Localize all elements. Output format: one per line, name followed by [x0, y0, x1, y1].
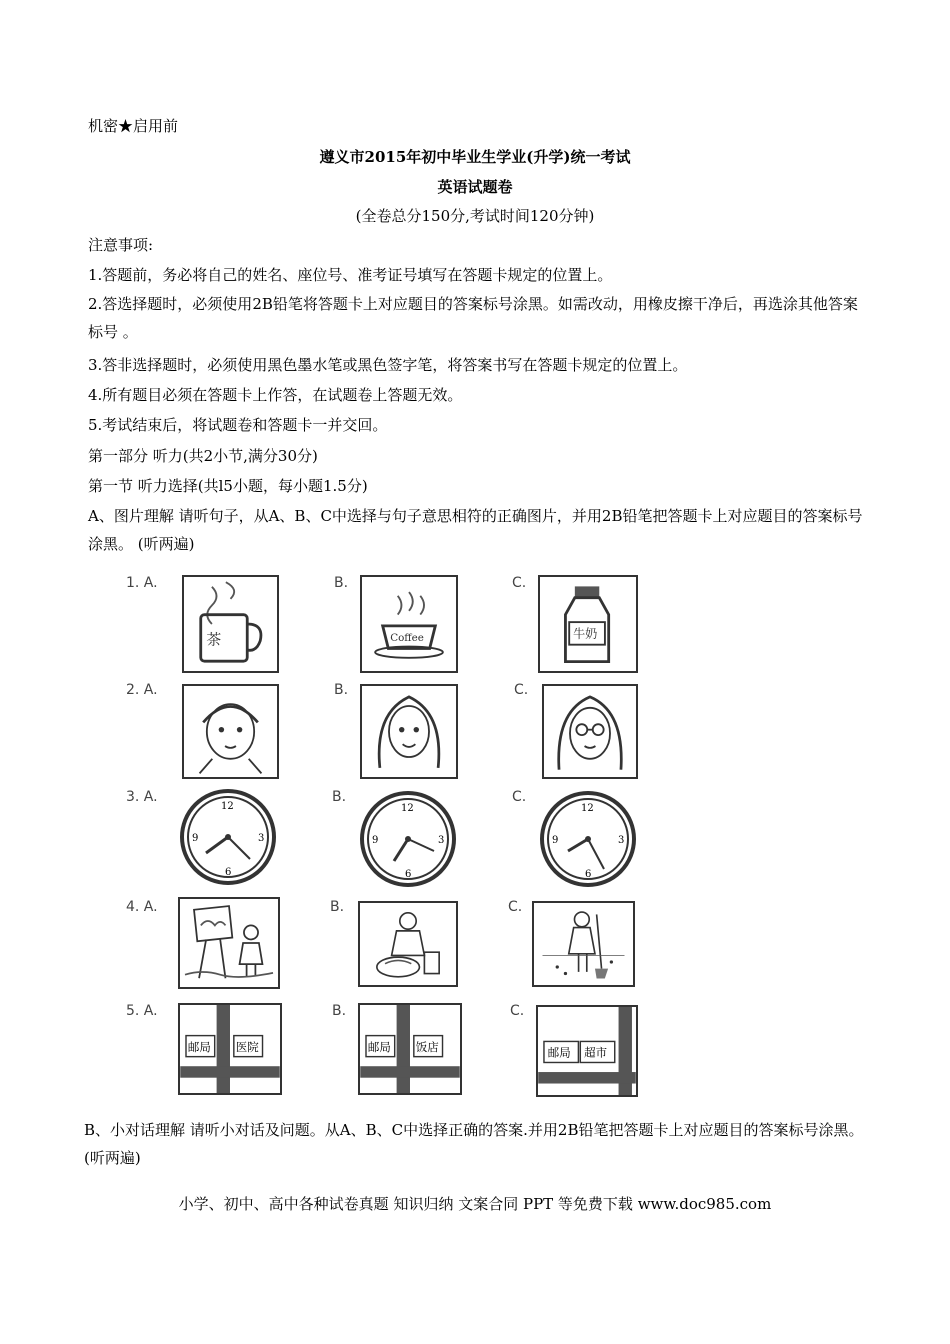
question-number: 2. A.: [126, 682, 158, 698]
note-item: 3.答非选择题时，必须使用黑色墨水笔或黑色签字笔，将答案书写在答题卡规定的位置上。: [88, 356, 688, 374]
option-c-label: C.: [508, 899, 523, 915]
option-b-label: B.: [332, 789, 347, 805]
svg-text:茶: 茶: [206, 630, 222, 649]
question-number: 5. A.: [126, 1003, 158, 1019]
map-post-hospital-icon: [178, 1003, 282, 1095]
tea-cup-icon: [182, 575, 279, 673]
picture-question-grid: [118, 567, 658, 1097]
svg-text:9: 9: [372, 835, 379, 846]
clock-icon: [538, 789, 638, 889]
svg-text:9: 9: [552, 835, 559, 846]
option-c-label: C.: [512, 789, 527, 805]
confidential-label: 机密★启用前: [88, 117, 179, 135]
girl-sweeping-icon: [532, 901, 635, 987]
clock-icon: [178, 787, 278, 887]
svg-text:12: 12: [221, 801, 234, 812]
section1-heading: 第一节 听力选择(共l5小题，每小题1.5分): [88, 477, 368, 495]
exam-info: (全卷总分150分,考试时间120分钟): [355, 207, 595, 225]
part1-heading: 第一部分 听力(共2小节,满分30分): [88, 447, 318, 465]
svg-text:6: 6: [585, 869, 592, 880]
svg-text:Coffee: Coffee: [390, 631, 424, 644]
svg-text:6: 6: [225, 867, 232, 878]
svg-text:饭店: 饭店: [415, 1039, 439, 1054]
exam-subtitle: 英语试题卷: [437, 178, 513, 196]
option-c-label: C.: [512, 575, 527, 591]
note-item: 5.考试结束后，将试题卷和答题卡一并交回。: [88, 416, 388, 434]
girl-washing-icon: [358, 901, 458, 987]
svg-text:邮局: 邮局: [547, 1045, 571, 1060]
svg-text:3: 3: [258, 833, 265, 844]
instruction-b: B、小对话理解 请听小对话及问题。从A、B、C中选择正确的答案.并用2B铅笔把答题卡上对应题目的答案标号涂黑。 (听两遍): [84, 1121, 864, 1167]
svg-text:医院: 医院: [235, 1039, 259, 1054]
question-number: 4. A.: [126, 899, 158, 915]
milk-bottle-icon: [538, 575, 638, 673]
option-b-label: B.: [330, 899, 345, 915]
girl-painting-icon: [178, 897, 280, 989]
svg-text:牛奶: 牛奶: [572, 627, 598, 642]
map-post-supermarket-icon: [536, 1005, 638, 1097]
notes-heading: 注意事项:: [88, 236, 154, 254]
svg-text:6: 6: [405, 869, 412, 880]
girl-face-icon: [360, 684, 458, 779]
svg-text:邮局: 邮局: [187, 1039, 211, 1054]
clock-icon: [358, 789, 458, 889]
boy-face-icon: [182, 684, 279, 779]
instruction-a: A、图片理解 请听句子，从A、B、C中选择与句子意思相符的正确图片，并用2B铅笔把答题卡上对应题目的答案标号涂黑。 (听两遍): [88, 507, 863, 553]
question-number: 1. A.: [126, 575, 158, 591]
question-number: 3. A.: [126, 789, 158, 805]
note-item: 1.答题前，务必将自己的姓名、座位号、准考证号填写在答题卡规定的位置上。: [88, 266, 613, 284]
exam-title: 遵义市2015年初中毕业生学业(升学)统一考试: [319, 148, 631, 166]
svg-text:邮局: 邮局: [367, 1039, 391, 1054]
option-c-label: C.: [514, 682, 529, 698]
svg-text:超市: 超市: [584, 1045, 608, 1060]
option-b-label: B.: [334, 682, 349, 698]
svg-text:12: 12: [581, 803, 594, 814]
girl-glasses-face-icon: [542, 684, 638, 779]
svg-text:12: 12: [401, 803, 414, 814]
svg-text:3: 3: [618, 835, 625, 846]
footer-text: 小学、初中、高中各种试卷真题 知识归纳 文案合同 PPT 等免费下载 www.doc985.com: [178, 1195, 772, 1213]
svg-text:3: 3: [438, 835, 445, 846]
svg-text:9: 9: [192, 833, 199, 844]
option-b-label: B.: [334, 575, 349, 591]
option-c-label: C.: [510, 1003, 525, 1019]
note-item: 2.答选择题时，必须使用2B铅笔将答题卡上对应题目的答案标号涂黑。如需改动，用橡皮擦干净后，再选涂其他答案标号 。: [88, 295, 858, 341]
note-item: 4.所有题目必须在答题卡上作答，在试题卷上答题无效。: [88, 386, 463, 404]
option-b-label: B.: [332, 1003, 347, 1019]
coffee-cup-icon: [360, 575, 458, 673]
map-post-restaurant-icon: [358, 1003, 462, 1095]
